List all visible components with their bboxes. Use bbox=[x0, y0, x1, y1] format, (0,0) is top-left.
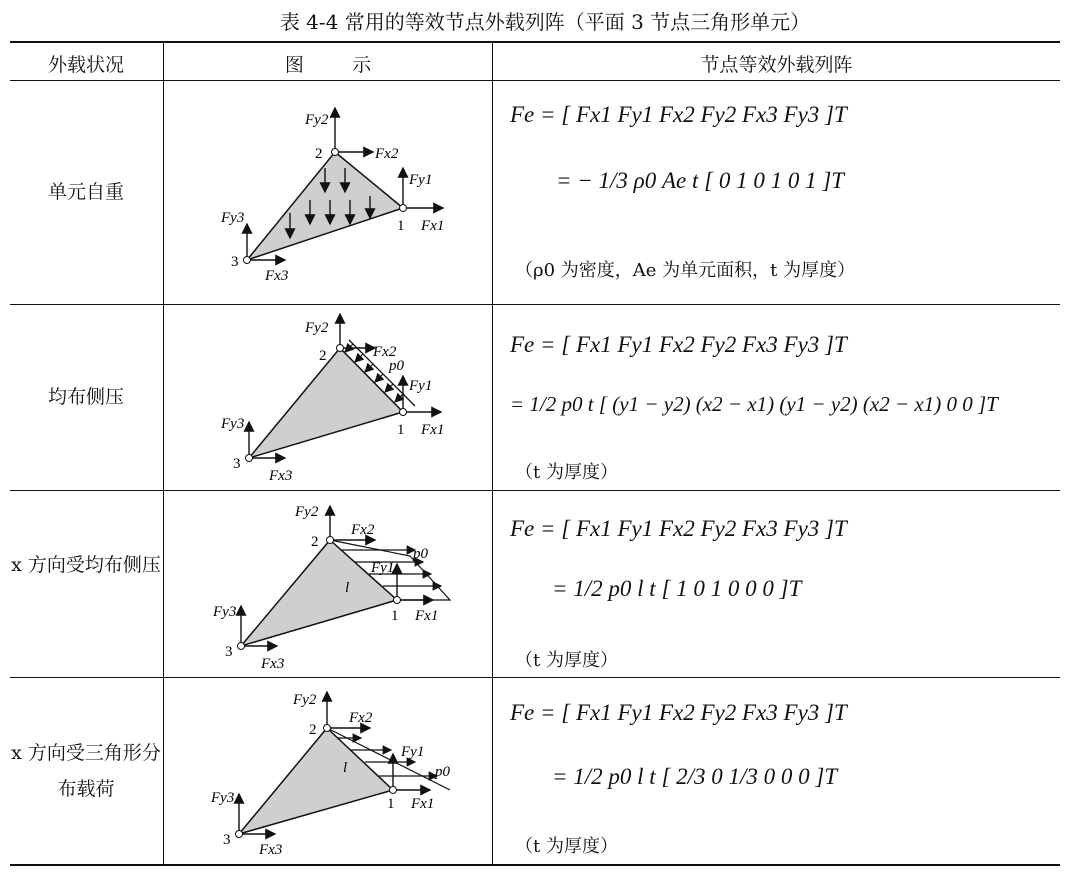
fx1-label: Fx1 bbox=[411, 796, 435, 812]
row1-formula-line1: Fe = [ Fx1 Fy1 Fx2 Fy2 Fx3 Fy3 ]T bbox=[510, 102, 847, 127]
row4-formula-line1: Fe = [ Fx1 Fy1 Fx2 Fy2 Fx3 Fy3 ]T bbox=[510, 700, 847, 725]
triangle-element bbox=[241, 540, 397, 646]
top-rule bbox=[10, 41, 1060, 43]
fy3-label: Fy3 bbox=[211, 790, 235, 806]
row2-formula-line1: Fe = [ Fx1 Fy1 Fx2 Fy2 Fx3 Fy3 ]T bbox=[510, 332, 847, 357]
node3-label: 3 bbox=[223, 832, 231, 848]
fy1-label: Fy1 bbox=[371, 560, 395, 576]
node1-label: 1 bbox=[397, 422, 405, 438]
row4-condition: x 方向受三角形分布载荷 bbox=[11, 742, 161, 800]
row4-figure bbox=[165, 684, 490, 862]
row3-note: （t 为厚度） bbox=[515, 650, 618, 671]
row-rule-1 bbox=[10, 304, 1060, 305]
row1-formula-line2: = − 1/3 ρ0 Ae t [ 0 1 0 1 0 1 ]T bbox=[556, 168, 845, 193]
node2-label: 2 bbox=[311, 534, 319, 550]
length-label: l bbox=[343, 760, 348, 776]
row2-formula-line2: = 1/2 p0 t [ (y1 − y2) (x2 − x1) (y1 − y2) (x2 − x1) 0 0 ]T bbox=[510, 392, 998, 416]
p0-label: p0 bbox=[435, 764, 450, 780]
header-condition: 外载状况 bbox=[47, 54, 124, 76]
fy3-label: Fy3 bbox=[221, 416, 245, 432]
row-rule-2 bbox=[10, 490, 1060, 491]
row-rule-3 bbox=[10, 677, 1060, 678]
triangle-element bbox=[249, 348, 403, 458]
triangle-element bbox=[239, 728, 393, 834]
fy2-label: Fy2 bbox=[305, 112, 329, 128]
fx2-label: Fx2 bbox=[349, 710, 373, 726]
node2-label: 2 bbox=[319, 348, 327, 364]
fx2-label: Fx2 bbox=[373, 344, 397, 360]
row2-note: （t 为厚度） bbox=[515, 462, 618, 483]
fy1-label: Fy1 bbox=[409, 378, 433, 394]
node3-label: 3 bbox=[231, 254, 239, 270]
node3-label: 3 bbox=[233, 456, 241, 472]
row4-note: （t 为厚度） bbox=[515, 836, 618, 857]
p0-label: p0 bbox=[413, 546, 428, 562]
fx1-label: Fx1 bbox=[421, 218, 445, 234]
fx3-label: Fx3 bbox=[259, 842, 283, 858]
fx2-label: Fx2 bbox=[351, 522, 375, 538]
row2-condition: 均布侧压 bbox=[47, 386, 124, 408]
node3-label: 3 bbox=[225, 644, 233, 660]
row1-note: （ρ0 为密度，Ae 为单元面积，t 为厚度） bbox=[515, 260, 856, 281]
fy2-label: Fy2 bbox=[293, 692, 317, 708]
row3-formula-line1: Fe = [ Fx1 Fy1 Fx2 Fy2 Fx3 Fy3 ]T bbox=[510, 516, 847, 541]
table-caption: 表 4-4 常用的等效节点外载列阵（平面 3 节点三角形单元） bbox=[279, 10, 811, 34]
col-rule-2 bbox=[492, 42, 493, 864]
fy1-label: Fy1 bbox=[401, 744, 425, 760]
p0-label: p0 bbox=[389, 358, 404, 374]
row2-figure bbox=[165, 310, 490, 488]
col-rule-1 bbox=[163, 42, 164, 864]
length-label: l bbox=[345, 580, 350, 596]
fy2-label: Fy2 bbox=[295, 504, 319, 520]
row1-figure bbox=[165, 88, 490, 300]
fy3-label: Fy3 bbox=[213, 604, 237, 620]
node2-label: 2 bbox=[315, 146, 323, 162]
row4-formula-line2: = 1/2 p0 l t [ 2/3 0 1/3 0 0 0 ]T bbox=[552, 764, 838, 789]
header-vector: 节点等效外载列阵 bbox=[700, 54, 853, 76]
fx3-label: Fx3 bbox=[269, 468, 293, 484]
fx1-label: Fx1 bbox=[421, 422, 445, 438]
row3-condition: x 方向受均布侧压 bbox=[11, 554, 161, 576]
fx3-label: Fx3 bbox=[265, 268, 289, 284]
row3-figure bbox=[165, 496, 490, 676]
node2-label: 2 bbox=[309, 722, 317, 738]
fx2-label: Fx2 bbox=[375, 146, 399, 162]
fy1-label: Fy1 bbox=[409, 172, 433, 188]
row3-formula-line2: = 1/2 p0 l t [ 1 0 1 0 0 0 ]T bbox=[552, 576, 802, 601]
node1-label: 1 bbox=[397, 218, 405, 234]
bottom-rule bbox=[10, 864, 1060, 866]
node1-label: 1 bbox=[391, 608, 399, 624]
fy2-label: Fy2 bbox=[305, 320, 329, 336]
fx1-label: Fx1 bbox=[415, 608, 439, 624]
row1-condition: 单元自重 bbox=[47, 181, 124, 203]
fx3-label: Fx3 bbox=[261, 656, 285, 672]
node1-label: 1 bbox=[387, 796, 395, 812]
header-rule bbox=[10, 80, 1060, 81]
fy3-label: Fy3 bbox=[221, 210, 245, 226]
header-figure: 图 示 bbox=[284, 54, 372, 76]
